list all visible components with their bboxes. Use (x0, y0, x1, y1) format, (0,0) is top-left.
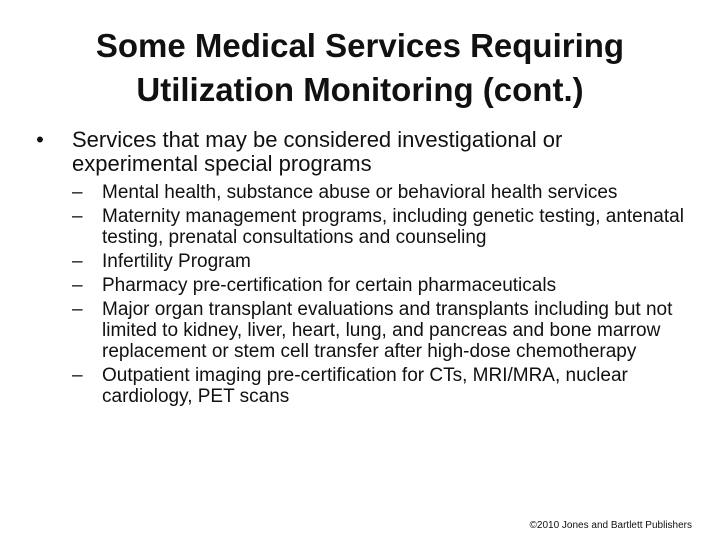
bullet-marker: • (36, 127, 44, 152)
copyright-footer: ©2010 Jones and Bartlett Publishers (529, 520, 692, 531)
sub-bullet-list (30, 182, 690, 407)
sub-bullet-item (72, 251, 690, 272)
bullet-item (30, 128, 690, 176)
sub-bullet-text: Mental health, substance abuse or behavioral health services (102, 182, 618, 203)
dash-marker: – (72, 182, 83, 203)
sub-bullet-text: Infertility Program (102, 251, 251, 272)
slide-title-line-2: Utilization Monitoring (cont.) (136, 71, 584, 108)
dash-marker: – (72, 275, 83, 296)
sub-bullet-item (72, 365, 690, 407)
dash-marker: – (72, 251, 83, 272)
bullet-text: Services that may be considered investigational or experimental special programs (72, 127, 563, 176)
dash-marker: – (72, 206, 83, 227)
slide-title-line-1: Some Medical Services Requiring (95, 27, 625, 64)
dash-marker: – (72, 299, 83, 320)
sub-bullet-text: Pharmacy pre-certification for certain pharmaceuticals (102, 275, 557, 296)
sub-bullet-text: Outpatient imaging pre-certification for CTs, MRI/MRA, nuclear cardiology, PET scans (102, 365, 628, 407)
sub-bullet-text: Maternity management programs, including genetic testing, antenatal testing, prenatal consultations and counseling (102, 206, 684, 248)
sub-bullet-item (72, 299, 690, 362)
sub-bullet-text: Major organ transplant evaluations and transplants including but not limited to kidney, liver, heart, lung, and pancreas and bone marrow replacement or stem cell transfer after high-dose chemotherapy (102, 299, 673, 362)
sub-bullet-item (72, 206, 690, 248)
sub-bullet-item (72, 275, 690, 296)
slide-title (40, 24, 680, 112)
dash-marker: – (72, 365, 83, 386)
sub-bullet-item (72, 182, 690, 203)
slide-body (30, 128, 690, 410)
